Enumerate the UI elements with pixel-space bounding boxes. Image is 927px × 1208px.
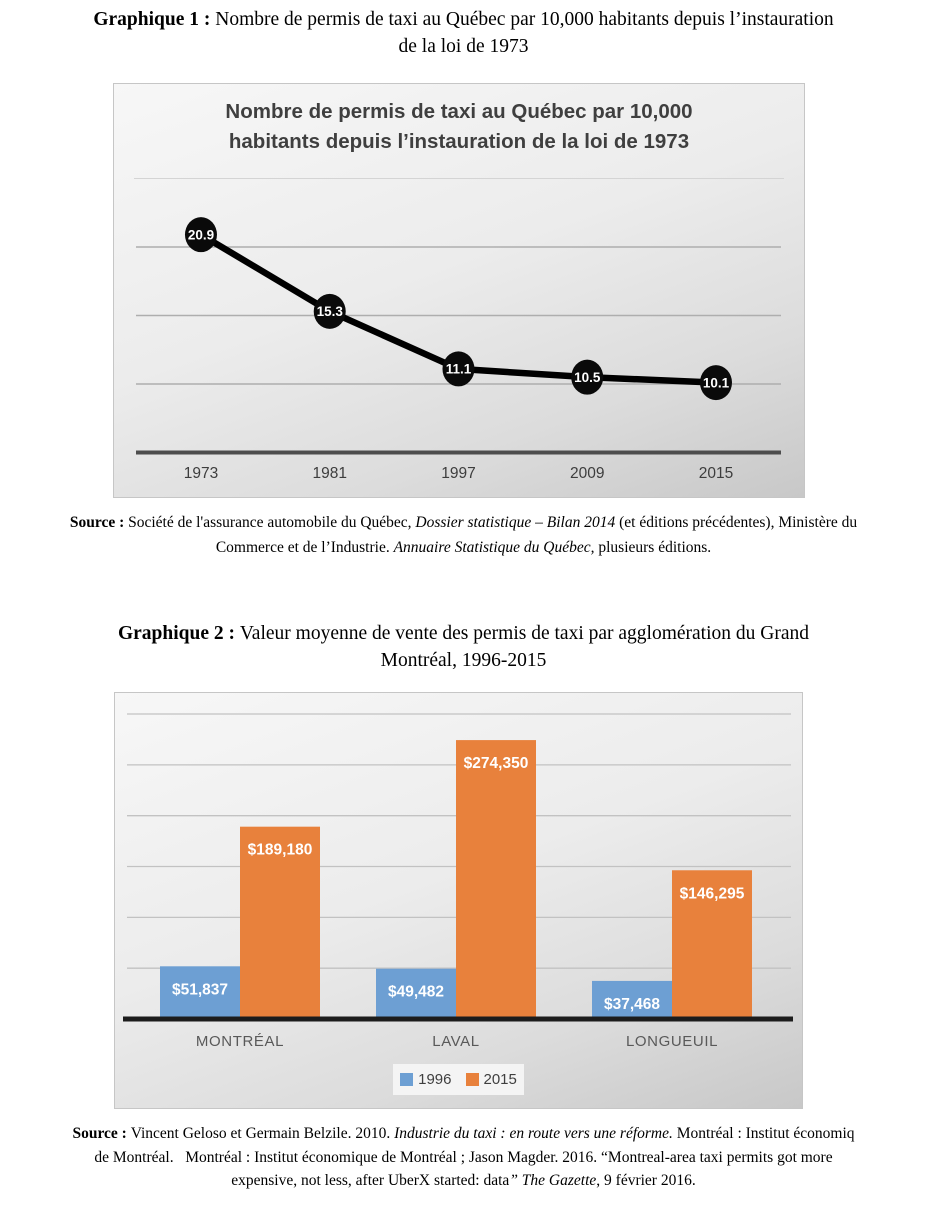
chart-legend: [393, 1064, 524, 1095]
bar-value-label: $274,350: [463, 755, 529, 773]
text-segment: Valeur moyenne de vente des permis de taxi par agglomération du Grand: [239, 623, 809, 644]
line-chart-canvas: [114, 179, 804, 497]
text-segment: de Montréal. Montréal : Institut économique de Montréal ; Jason Magder. 2016. “Montreal-area taxi permits got more: [94, 1148, 833, 1166]
bar-value-label: $146,295: [679, 885, 745, 903]
x-tick-label: 1997: [441, 465, 476, 482]
text-line: [0, 1146, 927, 1170]
bar-chart-figure: [114, 692, 803, 1109]
data-point-label: 11.1: [445, 361, 472, 377]
legend-label: 2015: [483, 1071, 517, 1088]
text-segment: Montréal : Institut économiq: [672, 1125, 855, 1142]
text-segment: Source :: [69, 514, 129, 531]
bar-value-label: $51,837: [171, 981, 229, 999]
data-point-label: 10.5: [574, 369, 601, 385]
source-note-2: [0, 1122, 927, 1193]
text-segment: Nombre de permis de taxi au Québec par 10,000 habitants depuis l’instauration: [215, 9, 834, 30]
caption-graphique-2: [0, 620, 927, 674]
line-chart-title: [114, 97, 804, 157]
category-label: LAVAL: [432, 1033, 480, 1050]
bar-chart-canvas: [115, 693, 802, 1108]
x-tick-label: 1981: [312, 465, 347, 482]
bar-value-label: $49,482: [387, 983, 445, 1001]
x-tick-label: 2009: [569, 465, 605, 482]
legend-label: 1996: [418, 1071, 452, 1088]
text-line: [0, 6, 927, 33]
bar-value-label: $189,180: [247, 841, 313, 859]
category-label: MONTRÉAL: [195, 1033, 285, 1050]
text-segment: Industrie du taxi : en route vers une réforme.: [394, 1125, 673, 1142]
text-segment: de la loi de 1973: [398, 36, 529, 57]
legend-item: [466, 1071, 517, 1088]
text-segment: ” The Gazette: [509, 1172, 597, 1189]
bar-2015: [456, 740, 536, 1019]
text-segment: Société de l'assurance automobile du Québec,: [128, 514, 416, 531]
text-segment: , 9 février 2016.: [596, 1172, 696, 1189]
text-line: [0, 1122, 927, 1146]
legend-swatch: [400, 1073, 413, 1086]
text-segment: (et éditions précédentes), Ministère du: [615, 514, 858, 531]
text-segment: Dossier statistique – Bilan 2014: [415, 514, 616, 531]
caption-graphique-1: [0, 6, 927, 60]
line-chart-title-line1: Nombre de permis de taxi au Québec par 10,000: [225, 100, 693, 123]
data-point-label: 20.9: [187, 227, 215, 243]
text-line: [0, 620, 927, 647]
legend-item: [400, 1071, 451, 1088]
bar-value-label: $37,468: [603, 995, 661, 1013]
text-line: [0, 510, 927, 535]
source-note-1: [0, 510, 927, 560]
text-segment: Graphique 1 :: [93, 9, 216, 30]
data-point-label: 15.3: [316, 304, 343, 320]
text-segment: expensive, not less, after UberX started: data: [231, 1172, 510, 1189]
text-segment: Vincent Geloso et Germain Belzile. 2010.: [130, 1125, 395, 1142]
text-segment: Graphique 2 :: [117, 623, 240, 644]
text-segment: Commerce et de l’Industrie.: [215, 539, 394, 556]
x-tick-label: 1973: [183, 465, 219, 482]
text-line: [0, 1169, 927, 1193]
text-segment: Annuaire Statistique du Québec,: [393, 539, 595, 556]
x-tick-label: 2015: [698, 465, 734, 482]
category-label: LONGUEUIL: [625, 1033, 719, 1050]
line-chart-title-line2: habitants depuis l’instauration de la loi de 1973: [228, 130, 690, 153]
text-segment: Source :: [72, 1125, 131, 1142]
text-segment: plusieurs éditions.: [594, 539, 712, 556]
legend-swatch: [466, 1073, 479, 1086]
text-line: [0, 33, 927, 60]
text-line: [0, 535, 927, 560]
data-point-label: 10.1: [702, 375, 730, 391]
line-chart-figure: [113, 83, 805, 498]
text-segment: Montréal, 1996-2015: [380, 650, 547, 671]
text-line: [0, 647, 927, 674]
